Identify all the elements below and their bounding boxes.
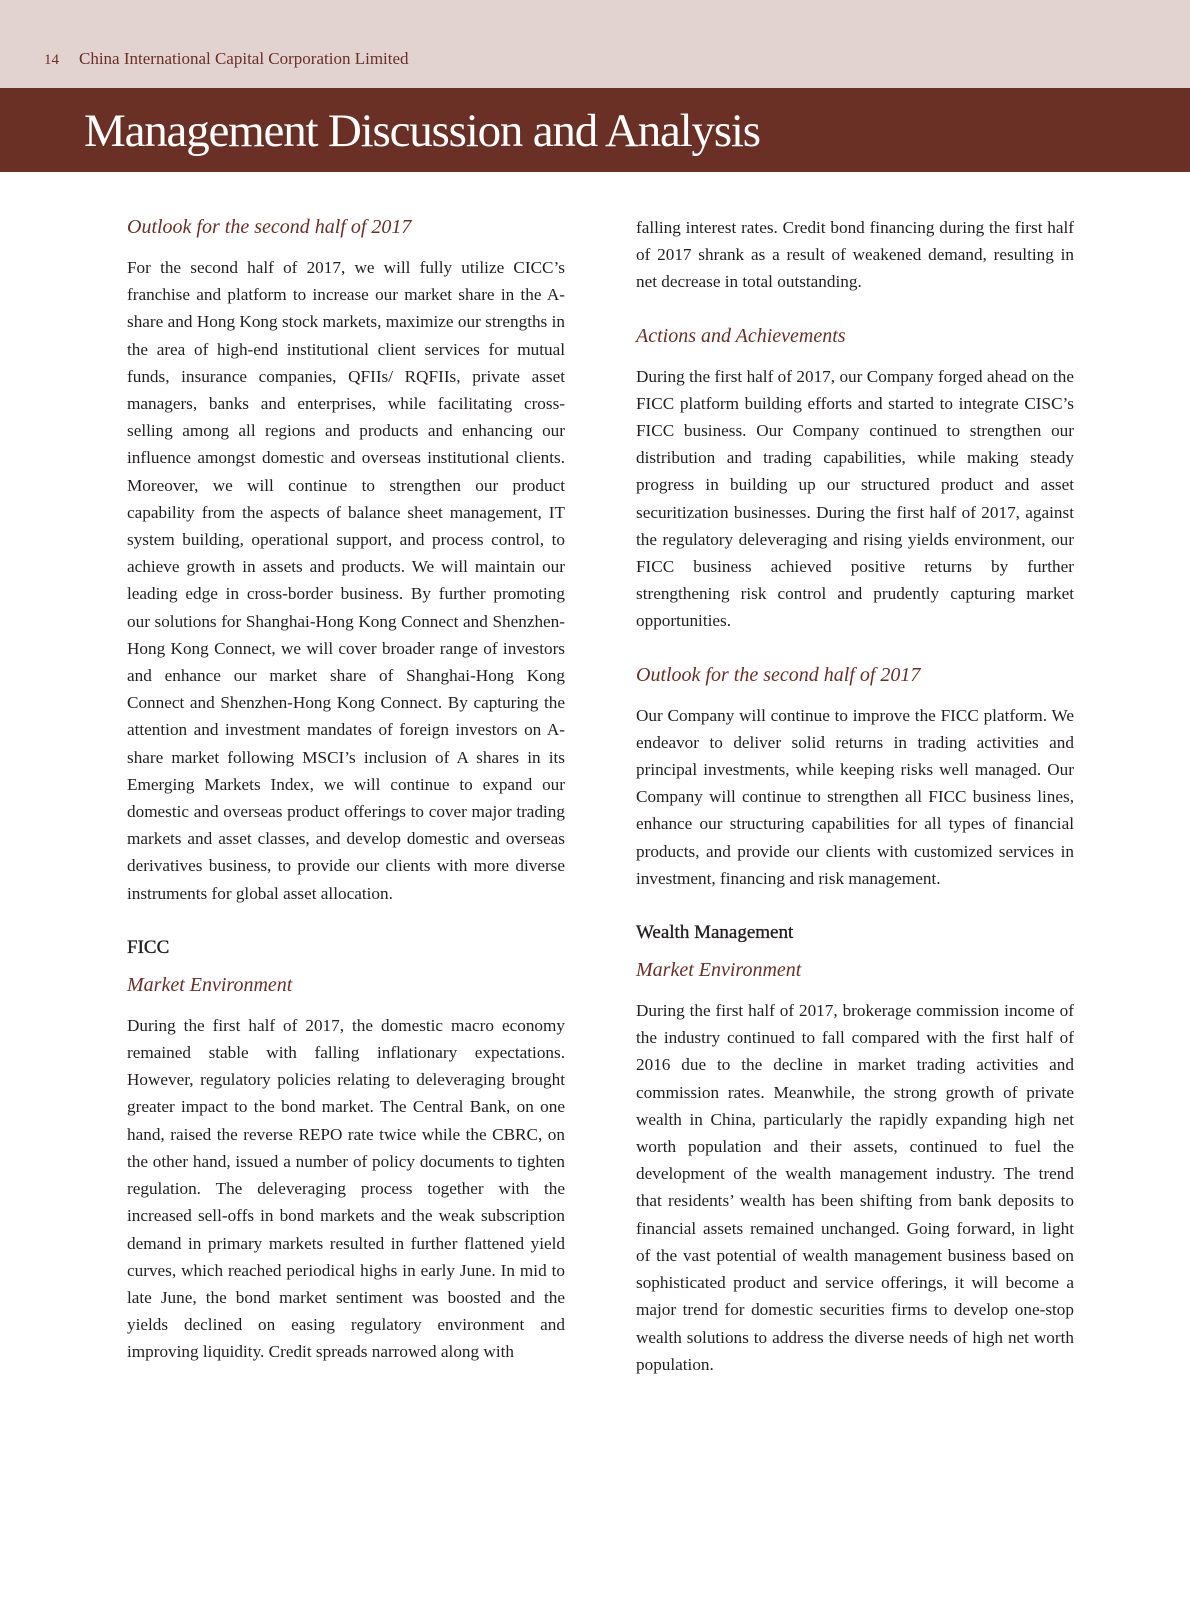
outlook-paragraph: For the second half of 2017, we will fully utilize CICC’s franchise and platform to increase our market share in the A-share and Hong Kong stock markets, maximize our strengths in the area of high-end institutional client services for mutual funds, insurance companies, QFIIs/ RQFIIs, private asset managers, banks and enterprises, while facilitating cross-selling among all regions and products and enhancing our influence amongst domestic and overseas institutional clients. Moreover, we will continue to strengthen our product capability from the aspects of balance sheet management, IT system building, operational support, and process control, to achieve growth in assets and products. We will maintain our leading edge in cross-border business. By further promoting our solutions for Shanghai-Hong Kong Connect and Shenzhen-Hong Kong Connect, we will cover broader range of investors and enhance our market share of Shanghai-Hong Kong Connect and Shenzhen-Hong Kong Connect. By capturing the attention and investment mandates of foreign investors on A-share market following MSCI’s inclusion of A shares in its Emerging Markets Index, we will continue to expand our domestic and overseas product offerings to cover major trading markets and asset classes, and develop domestic and overseas derivatives business, to provide our clients with more diverse instruments for global asset allocation. xyxy=(127,258,565,903)
right-column xyxy=(636,214,1074,1405)
outlook-ficc-paragraph: Our Company will continue to improve the FICC platform. We endeavor to deliver solid returns in trading activities and principal investments, while keeping risks well managed. Our Company will continue to strengthen all FICC business lines, enhance our structuring capabilities for all types of financial products, and provide our clients with customized services in investment, financing and risk management. xyxy=(636,705,1074,888)
ficc-heading: FICC xyxy=(127,936,170,958)
actions-paragraph: During the first half of 2017, our Company forged ahead on the FICC platform building efforts and started to integrate CISC’s FICC business. Our Company continued to strengthen our distribution and trading capabilities, while making steady progress in building up our structured product and asset securitization businesses. During the first half of 2017, against the regulatory deleveraging and rising yields environment, our FICC business achieved positive returns by further strengthening risk control and prudently capturing market opportunities. xyxy=(636,366,1074,631)
actions-heading: Actions and Achievements xyxy=(636,324,846,347)
header-band xyxy=(0,0,1190,88)
left-column xyxy=(127,214,565,1393)
market-environment-paragraph: During the first half of 2017, the domestic macro economy remained stable with falling inflationary expectations. However, regulatory policies relating to deleveraging brought greater impact to the bond market. The Central Bank, on one hand, raised the reverse REPO rate twice while the CBRC, on the other hand, issued a number of policy documents to tighten regulation. The deleveraging process together with the increased sell-offs in bond markets and the weak subscription demand in primary markets resulted in further flattened yield curves, which reached periodical highs in early June. In mid to late June, the bond market sentiment was boosted and the yields declined on easing regulatory environment and improving liquidity. Credit spreads narrowed along with xyxy=(127,1015,565,1362)
wealth-market-environment-heading: Market Environment xyxy=(636,959,802,982)
market-environment-heading: Market Environment xyxy=(127,973,293,996)
page-number: 14 xyxy=(44,52,59,68)
company-name: China International Capital Corporation Limited xyxy=(79,49,409,68)
continued-paragraph: falling interest rates. Credit bond financing during the first half of 2017 shrank as a result of weakened demand, resulting in net decrease in total outstanding. xyxy=(636,218,1074,292)
outlook-heading-ficc: Outlook for the second half of 2017 xyxy=(636,663,921,686)
running-head xyxy=(44,49,409,69)
title-bar xyxy=(0,88,1190,172)
outlook-heading: Outlook for the second half of 2017 xyxy=(127,216,412,238)
wealth-market-environment-paragraph: During the first half of 2017, brokerage commission income of the industry continued to fall compared with the first half of 2016 due to the decline in market trading activities and commission rates. Meanwhile, the strong growth of private wealth in China, particularly the rapidly expanding high net worth population and their assets, continued to fuel the development of the wealth management industry. The trend that residents’ wealth has been shifting from bank deposits to financial assets remained unchanged. Going forward, in light of the vast potential of wealth management business based on sophisticated product and service offerings, it will become a major trend for domestic securities firms to develop one-stop wealth solutions to address the diverse needs of high net worth population. xyxy=(636,1001,1074,1374)
page-title: Management Discussion and Analysis xyxy=(84,105,760,157)
wealth-management-heading: Wealth Management xyxy=(636,922,794,944)
